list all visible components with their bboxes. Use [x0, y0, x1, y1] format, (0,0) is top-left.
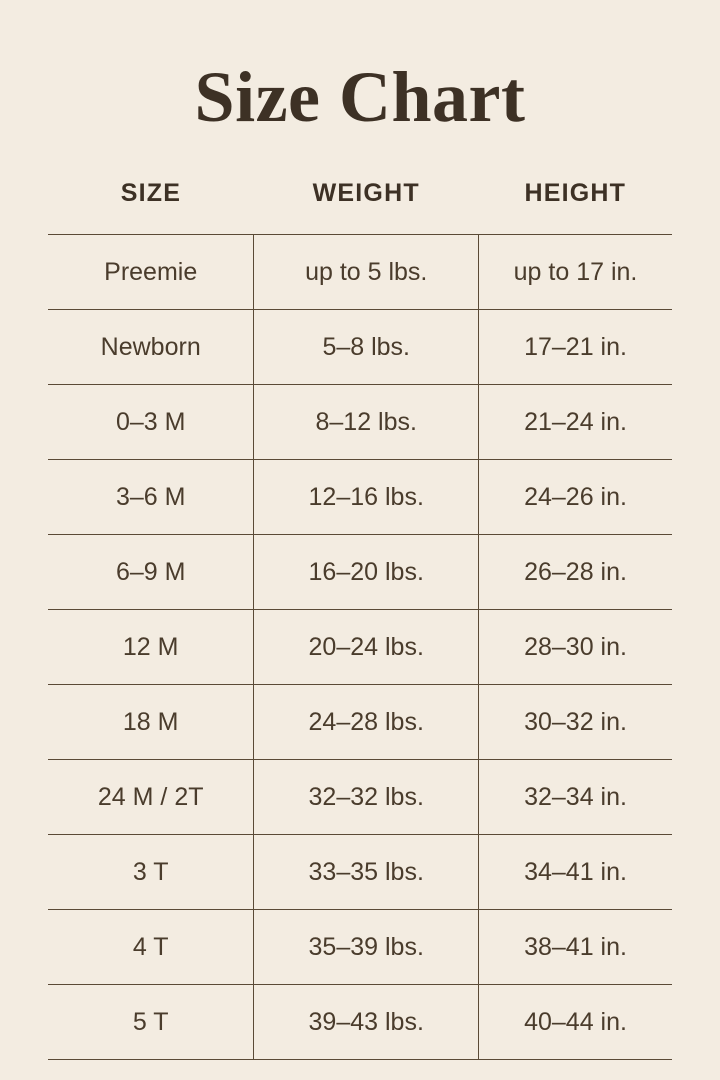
cell-weight: 16–20 lbs. [254, 535, 479, 610]
cell-weight: up to 5 lbs. [254, 235, 479, 310]
table-body [48, 235, 672, 1060]
cell-weight: 39–43 lbs. [254, 985, 479, 1060]
cell-height: 28–30 in. [479, 610, 672, 685]
table-row [48, 535, 672, 610]
cell-height: 26–28 in. [479, 535, 672, 610]
cell-weight: 24–28 lbs. [254, 685, 479, 760]
column-header-height: HEIGHT [524, 179, 627, 208]
cell-weight: 35–39 lbs. [254, 910, 479, 985]
cell-size: 18 M [48, 685, 254, 760]
cell-height: 17–21 in. [479, 310, 672, 385]
cell-height: 21–24 in. [479, 385, 672, 460]
table-row [48, 760, 672, 835]
cell-height: 34–41 in. [479, 835, 672, 910]
table-row [48, 235, 672, 310]
cell-weight: 32–32 lbs. [254, 760, 479, 835]
cell-size: 5 T [48, 985, 254, 1060]
table-header [48, 179, 672, 235]
cell-height: 40–44 in. [479, 985, 672, 1060]
table-row [48, 835, 672, 910]
cell-height: 30–32 in. [479, 685, 672, 760]
table-row [48, 460, 672, 535]
page-title: Size Chart [194, 57, 526, 137]
cell-size: 6–9 M [48, 535, 254, 610]
cell-weight: 33–35 lbs. [254, 835, 479, 910]
table-row [48, 385, 672, 460]
column-header-weight: WEIGHT [312, 179, 420, 208]
cell-weight: 20–24 lbs. [254, 610, 479, 685]
cell-size: 3 T [48, 835, 254, 910]
table-row [48, 985, 672, 1060]
cell-height: up to 17 in. [479, 235, 672, 310]
cell-height: 32–34 in. [479, 760, 672, 835]
cell-size: 24 M / 2T [48, 760, 254, 835]
cell-weight: 5–8 lbs. [254, 310, 479, 385]
cell-size: 12 M [48, 610, 254, 685]
cell-weight: 8–12 lbs. [254, 385, 479, 460]
cell-weight: 12–16 lbs. [254, 460, 479, 535]
table-row [48, 610, 672, 685]
cell-size: Newborn [48, 310, 254, 385]
size-chart-table [48, 179, 672, 1060]
cell-height: 38–41 in. [479, 910, 672, 985]
cell-size: 0–3 M [48, 385, 254, 460]
cell-size: Preemie [48, 235, 254, 310]
cell-size: 3–6 M [48, 460, 254, 535]
table-row [48, 910, 672, 985]
cell-height: 24–26 in. [479, 460, 672, 535]
table-header-row [48, 179, 672, 235]
table-row [48, 310, 672, 385]
table-row [48, 685, 672, 760]
column-header-size: SIZE [120, 179, 182, 208]
cell-size: 4 T [48, 910, 254, 985]
size-chart-table-container [48, 137, 672, 1060]
